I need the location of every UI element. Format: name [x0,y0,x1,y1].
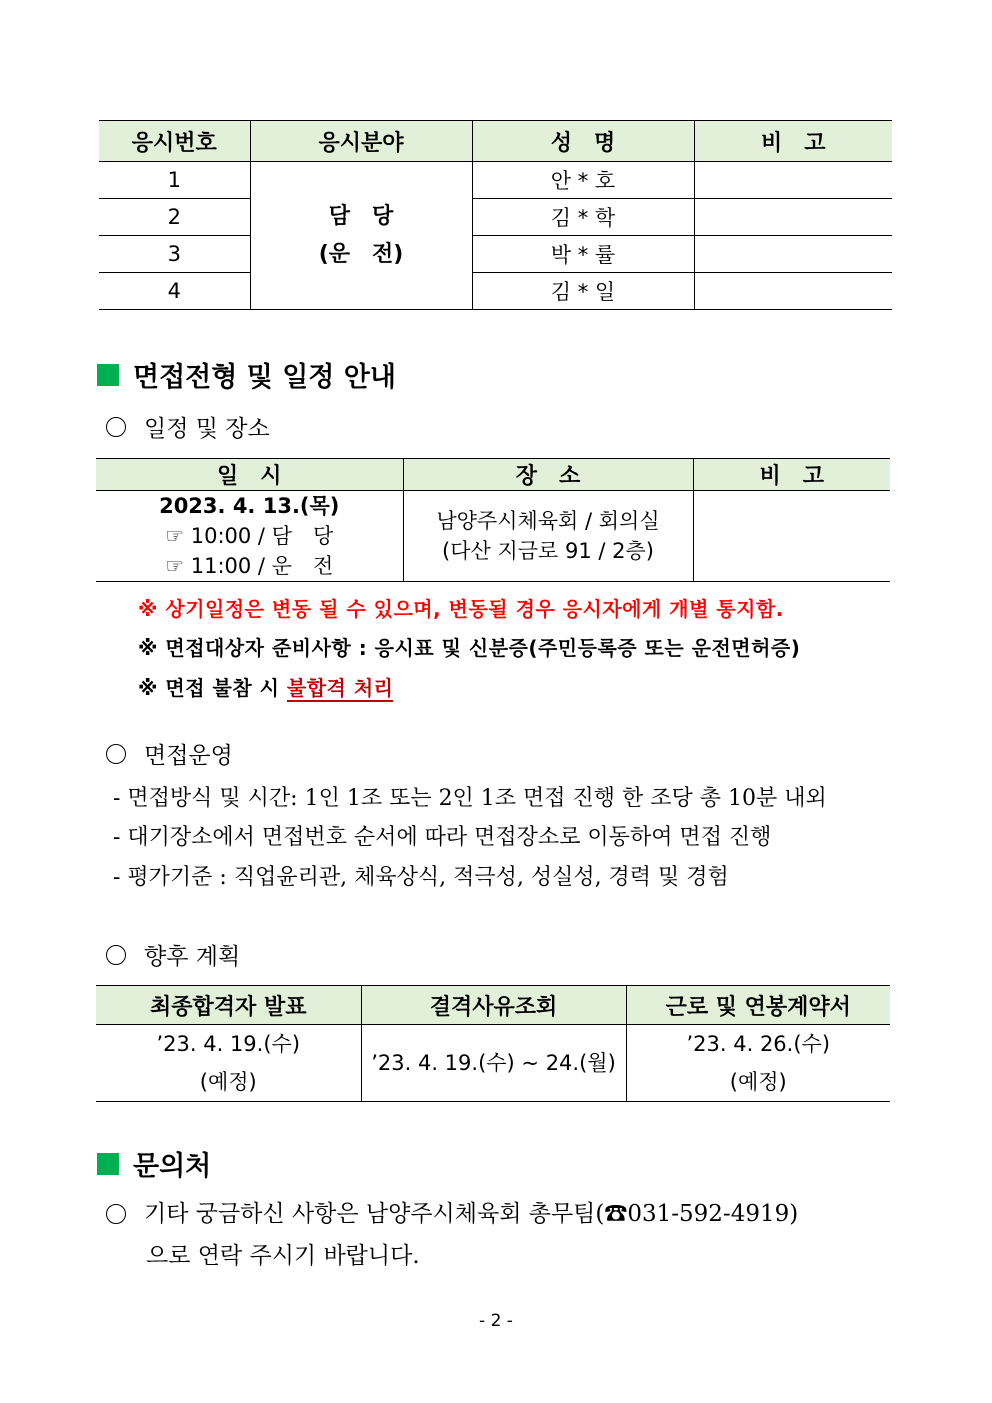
schedule-note [693,491,890,582]
table-header-row [96,459,890,491]
circle-bullet-icon [106,417,126,437]
notice-absence-prefix: ※ 면접 불참 시 [138,676,287,700]
applicant-note [694,236,892,273]
subheading-label: 향후 계획 [144,944,241,970]
header-cell: 일 시 [96,459,403,491]
schedule-table [96,458,890,582]
subheading-label: 일정 및 장소 [144,416,270,442]
schedule-time: ☞ 11:00 / 운 전 [165,554,334,578]
section-heading-contact [97,1144,211,1183]
plan-contract [626,1025,890,1102]
table-row [99,236,892,273]
plan-final-announcement [96,1025,361,1102]
subheading-operation [106,737,233,770]
plan-disqualification-check: ’23. 4. 19.(수) ~ 24.(월) [361,1025,626,1102]
applicant-note [694,199,892,236]
header-cell: 성 명 [472,121,694,162]
plan-table [96,985,890,1102]
circle-bullet-icon [106,945,126,965]
field-line: (운 전) [318,241,404,267]
notice-preparation: ※ 면접대상자 준비사항 : 응시표 및 신분증(주민등록증 또는 운전면허증) [138,636,801,660]
section-title: 문의처 [133,1151,212,1182]
header-cell: 응시분야 [250,121,472,162]
applicant-table [99,120,892,310]
plan-status: (예정) [729,1070,787,1094]
table-row [96,1025,890,1102]
circle-bullet-icon [106,744,126,764]
plan-status: (예정) [199,1070,257,1094]
schedule-time: ☞ 10:00 / 담 당 [165,524,334,548]
contact-line-2: 으로 연락 주시기 바랍니다. [146,1243,420,1269]
applicant-name: 김 * 학 [472,199,694,236]
contact-line [106,1193,798,1235]
place-line: (다산 지금로 91 / 2층) [442,539,654,563]
table-header-row [99,121,892,162]
applicant-name: 김 * 일 [472,273,694,310]
applicant-number: 3 [99,236,250,273]
header-cell: 근로 및 연봉계약서 [626,986,890,1025]
notice-absence-emphasis: 불합격 처리 [286,676,394,700]
header-cell: 결격사유조회 [361,986,626,1025]
header-cell: 비 고 [693,459,890,491]
header-cell: 비 고 [694,121,892,162]
applicant-note [694,273,892,310]
table-row [99,162,892,199]
header-cell: 최종합격자 발표 [96,986,361,1025]
list-item: - 대기장소에서 면접번호 순서에 따라 면접장소로 이동하여 면접 진행 [113,825,772,850]
square-bullet-icon [97,1153,119,1175]
place-line: 남양주시체육회 / 회의실 [436,509,660,533]
applicant-number: 2 [99,199,250,236]
plan-date: ’23. 4. 19.(수) [156,1032,301,1056]
header-cell: 장 소 [403,459,693,491]
applicant-field [250,162,472,310]
notice-absence [138,672,393,701]
page-number: - 2 - [479,1311,513,1331]
contact-line-1: 기타 궁금하신 사항은 남양주시체육회 총무팀(☎031-592-4919) [144,1201,799,1227]
list-item: - 평가기준 : 직업윤리관, 체육상식, 적극성, 성실성, 경력 및 경험 [113,865,729,890]
schedule-datetime [96,491,403,582]
schedule-place [403,491,693,582]
section-title: 면접전형 및 일정 안내 [133,362,396,393]
plan-date: ’23. 4. 26.(수) [686,1032,831,1056]
list-item: - 면접방식 및 시간: 1인 1조 또는 2인 1조 면접 진행 한 조당 총 10분 내외 [113,786,827,811]
subheading-label: 면접운영 [144,743,233,769]
notice-schedule-change: ※ 상기일정은 변동 될 수 있으며, 변동될 경우 응시자에게 개별 통지함. [138,597,784,621]
applicant-number: 1 [99,162,250,199]
circle-bullet-icon [106,1204,126,1224]
applicant-number: 4 [99,273,250,310]
table-row [99,199,892,236]
circle-bullet [106,1204,144,1224]
table-row [96,491,890,582]
field-line: 담 당 [328,203,394,229]
header-cell: 응시번호 [99,121,250,162]
table-row [99,273,892,310]
contact-text [106,1193,798,1277]
subheading-plan [106,938,240,971]
applicant-name: 박 * 률 [472,236,694,273]
square-bullet-icon [97,364,119,386]
section-heading-interview [97,355,396,394]
table-header-row [96,986,890,1025]
schedule-date: 2023. 4. 13.(목) [159,494,340,518]
applicant-note [694,162,892,199]
subheading-schedule [106,410,270,443]
applicant-name: 안 * 호 [472,162,694,199]
